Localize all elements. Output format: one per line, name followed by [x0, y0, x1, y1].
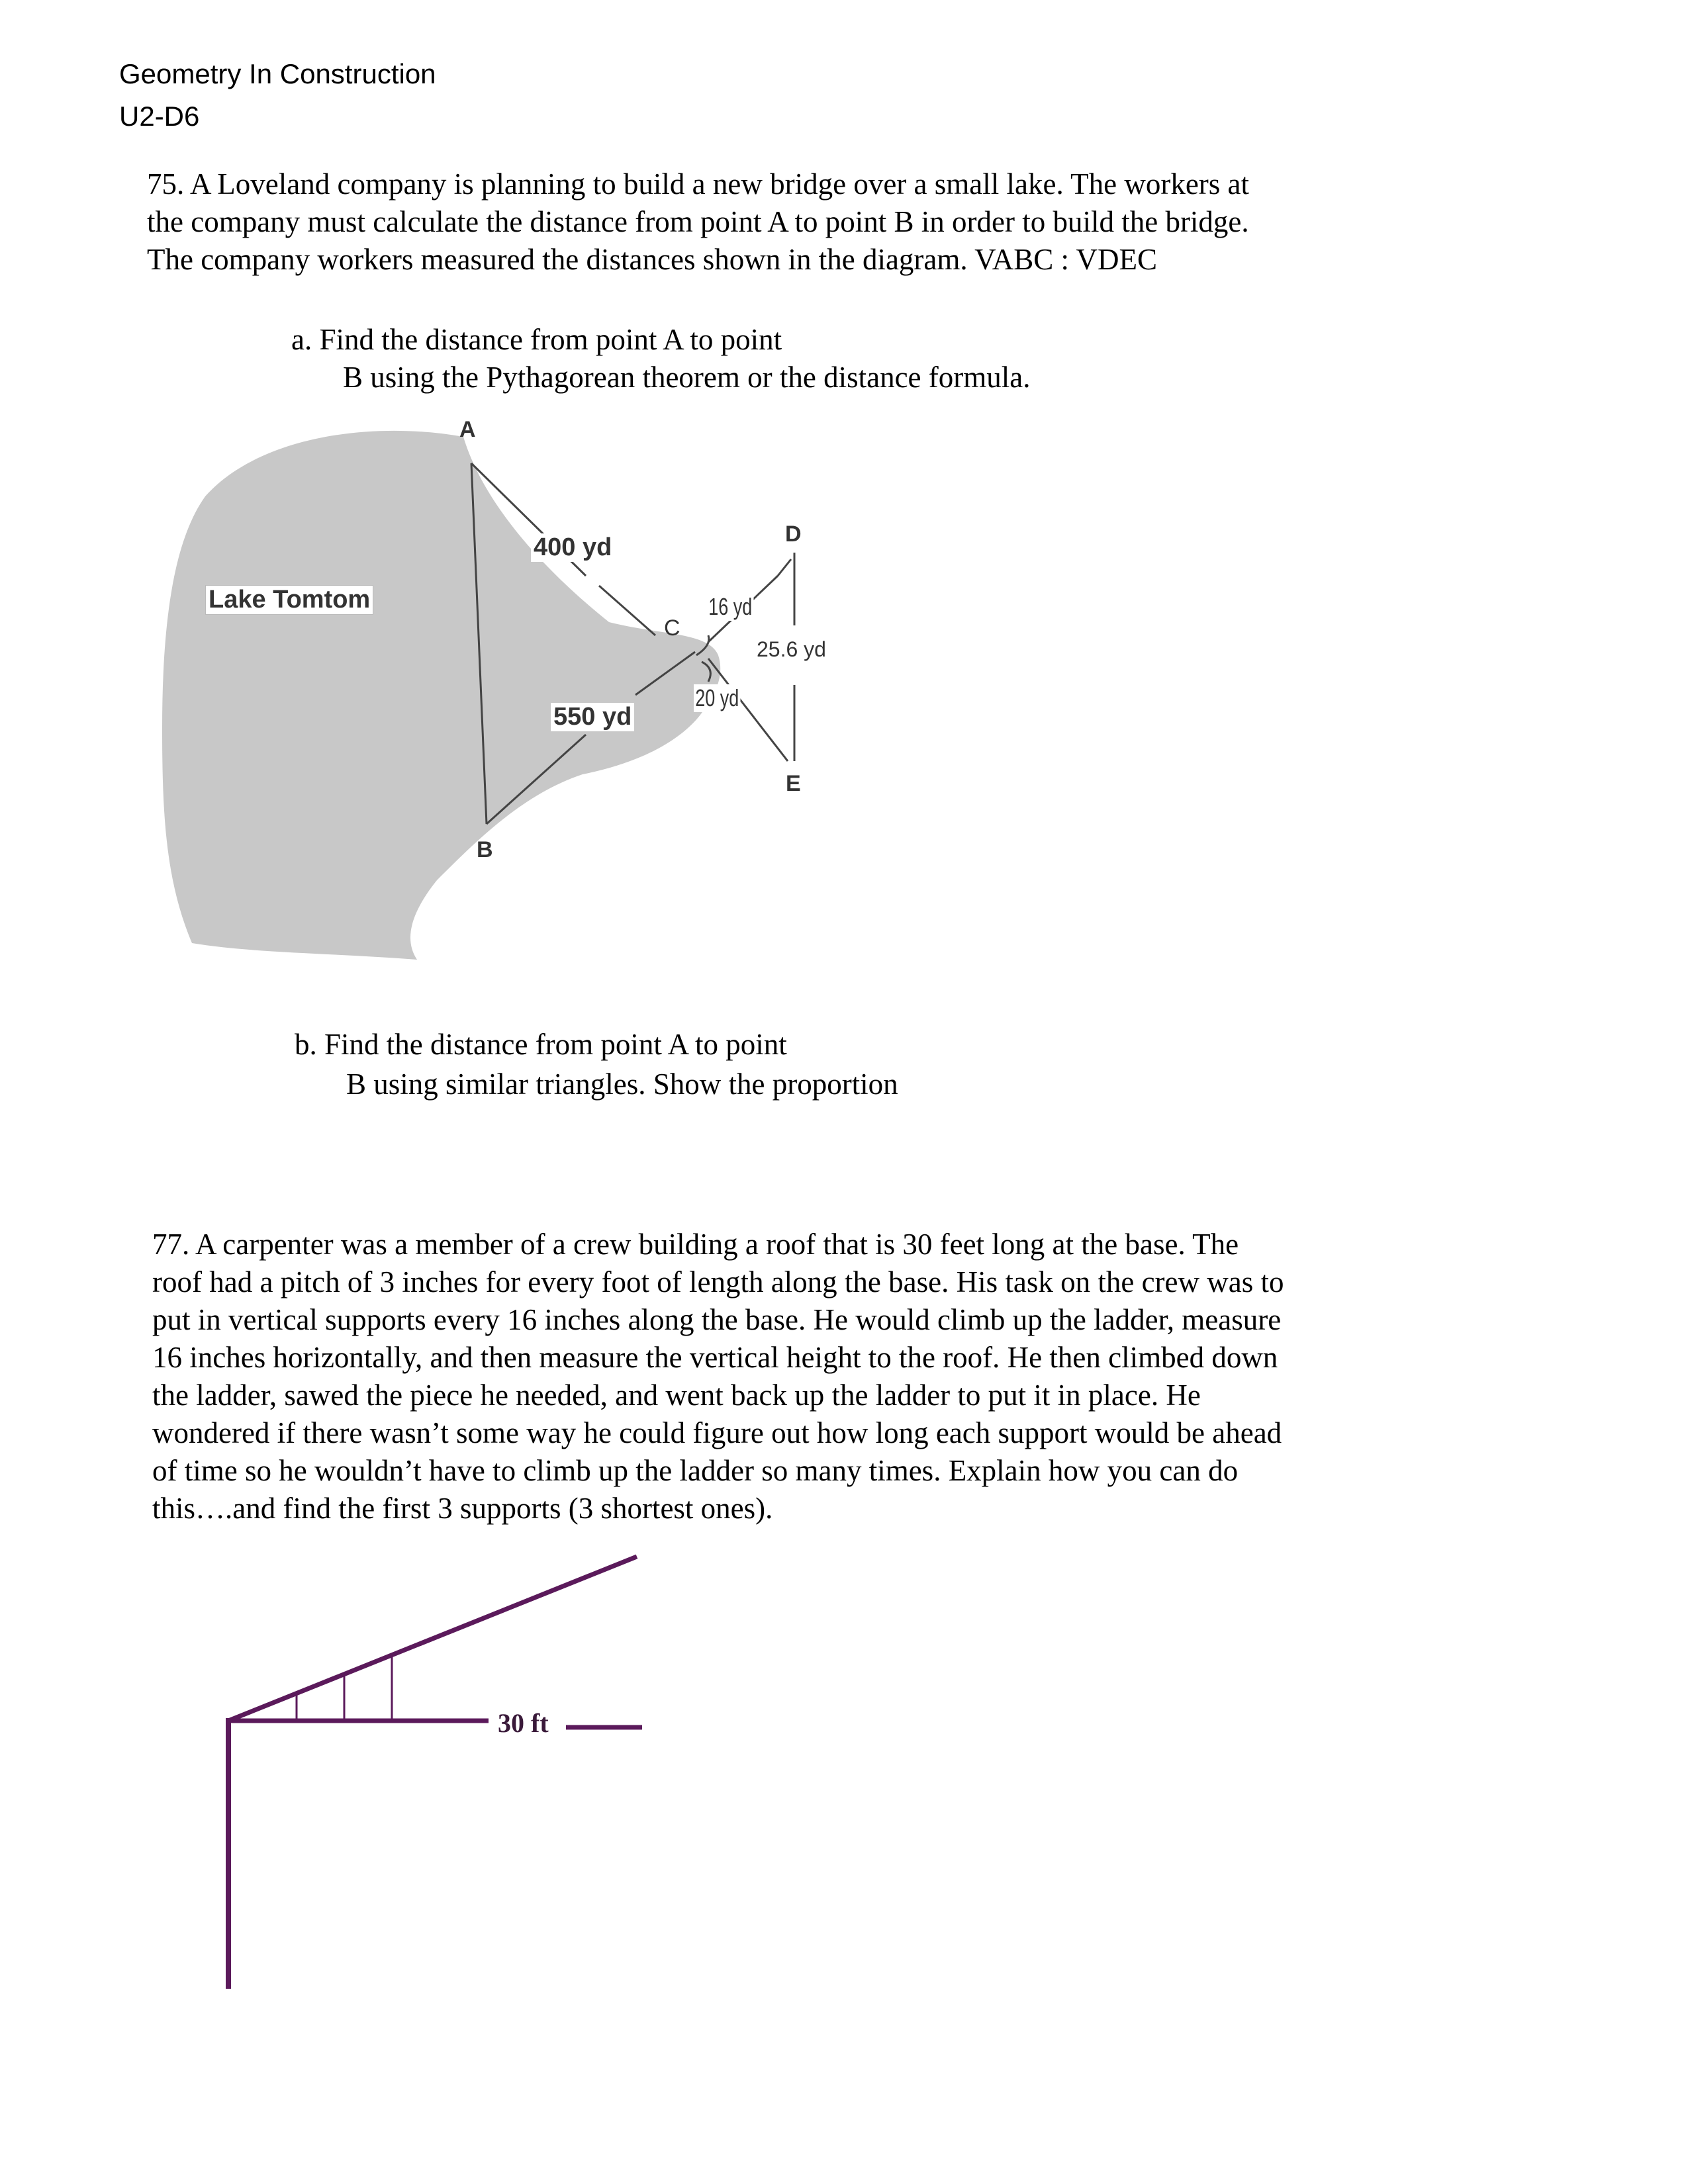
problem-77-line: 16 inches horizontally, and then measure the vertical height to the roof. He then climbed down	[152, 1341, 1278, 1374]
length-de-label: 25.6 yd	[755, 637, 828, 662]
problem-75-line: The company workers measured the distances shown in the diagram. VABC : VDEC	[147, 243, 1157, 276]
point-b-label: B	[477, 837, 493, 862]
worksheet-code: U2-D6	[119, 101, 200, 132]
problem-77-line: put in vertical supports every 16 inches along the base. He would climb up the ladder, measure	[152, 1303, 1282, 1336]
length-bc-label: 550 yd	[551, 703, 634, 731]
point-a-label: A	[459, 417, 476, 442]
length-cd-label: 16 yd	[707, 593, 754, 621]
point-d-label: D	[785, 522, 802, 547]
length-ac-label: 400 yd	[531, 533, 614, 562]
problem-77-line: roof had a pitch of 3 inches for every foot of length along the base. His task on the crew was to	[152, 1265, 1284, 1298]
problem-75-part-b	[295, 1024, 898, 1104]
roof-line	[228, 1557, 637, 1721]
roof-base-length-label: 30 ft	[498, 1708, 549, 1738]
problem-75-line: the company must calculate the distance from point A to point B in order to build the bridge.	[147, 205, 1249, 238]
problem-75-line: 75. A Loveland company is planning to build a new bridge over a small lake. The workers at	[147, 167, 1250, 201]
part-a-line: B using the Pythagorean theorem or the distance formula.	[343, 361, 1031, 394]
problem-77-line: 77. A carpenter was a member of a crew building a roof that is 30 feet long at the base. The	[152, 1228, 1239, 1261]
part-a-line: a. Find the distance from point A to point	[291, 323, 782, 356]
worksheet-title: Geometry In Construction	[119, 58, 436, 89]
length-ce-label: 20 yd	[694, 684, 741, 712]
segment-d-tick	[778, 559, 791, 576]
problem-77-line: of time so he wouldn’t have to climb up the ladder so many times. Explain how you can do	[152, 1454, 1239, 1487]
part-b-line: B using similar triangles. Show the proportion	[346, 1068, 898, 1101]
problem-77-line: this….and find the first 3 supports (3 shortest ones).	[152, 1492, 773, 1525]
problem-77-text	[152, 1226, 1284, 1527]
point-c-label: C	[664, 615, 680, 641]
lake-name-label: Lake Tomtom	[205, 585, 373, 615]
point-e-label: E	[786, 771, 801, 796]
problem-77-line: wondered if there wasn’t some way he could figure out how long each support would be ahead	[152, 1416, 1282, 1449]
part-b-line: b. Find the distance from point A to point	[295, 1028, 787, 1061]
problem-77-line: the ladder, sawed the piece he needed, and went back up the ladder to put it in place. He	[152, 1379, 1201, 1412]
